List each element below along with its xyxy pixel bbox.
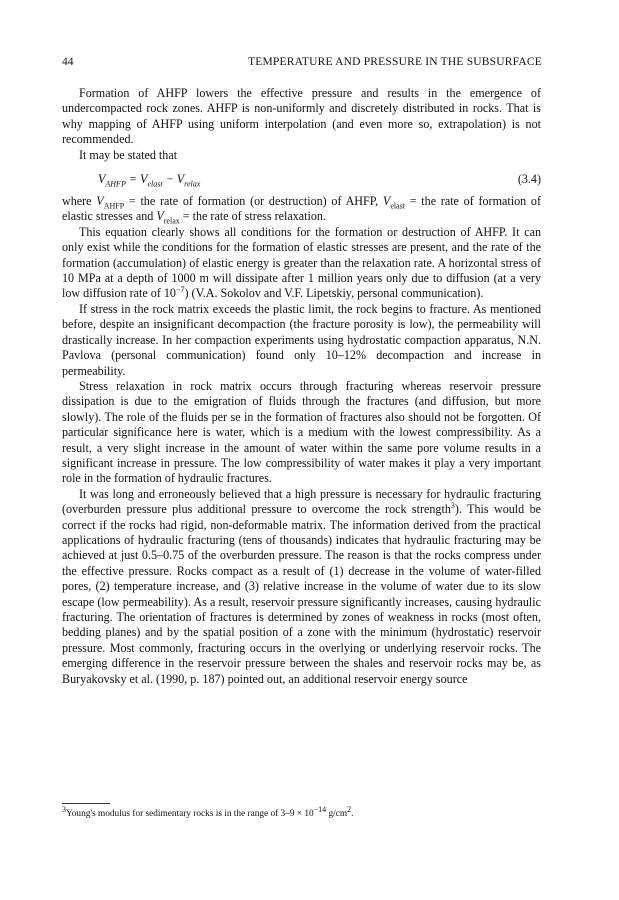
equation-3-4 <box>62 172 541 188</box>
page-number: 44 <box>62 56 74 68</box>
equation-number: (3.4) <box>517 172 541 187</box>
paragraph-1: Formation of AHFP lowers the effective pressure and results in the emergence of undercompacted rock zones. AHFP is non-uniformly and discretely distributed in rocks. That is why mapping of AHFP using uniform interpolation (and even more so, extrapolation) is not recommended. <box>62 86 541 147</box>
body-text <box>62 86 541 687</box>
page-header <box>62 56 542 74</box>
paragraph-3: This equation clearly shows all conditions for the formation or destruction of AHFP. It can only exist while the conditions for the formation of elastic stresses are present, and the rate of the formation (accumulation) of elastic energy is greater than the relaxation rate. A horizontal stress of 10 MPa at a depth of 1000 m will dissipate after 1 million years only due to diffusion (at a very low diffusion rate of $10^{-7}$) (V.A. Sokolov and V.F. Lipetskiy, personal communication). <box>62 224 541 301</box>
paragraph-2: It may be stated that <box>79 147 178 162</box>
running-head: TEMPERATURE AND PRESSURE IN THE SUBSURFACE <box>248 56 542 68</box>
paragraph-4: If stress in the rock matrix exceeds the plastic limit, the rock begins to fracture. As mentioned before, despite an insignificant decompaction (the fracture porosity is low), the permeability will drastically increase. In her compaction experiments using hydrostatic compaction apparatus, N.N. Pavlova (personal communication) found only 10–12% decompaction and increase in permeability. <box>62 301 541 378</box>
paragraph-5: Stress relaxation in rock matrix occurs through fracturing whereas reservoir pressure dissipation is due to the emigration of fluids through the fractures (and diffusion, but more slowly). The role of the fluids per se in the formation of fractures also should not be forgotten. Of particular significance here is water, which is a medium with the lowest compressibility. As a result, a very slight increase in the amount of water within the same pore volume results in a significant increase in pressure. The low compressibility of water makes it play a very important role in the formation of hydraulic fractures. <box>62 378 541 486</box>
footnote-ref[interactable]: 3 <box>450 501 455 511</box>
footnote-rule <box>62 803 110 804</box>
paragraph-6: It was long and erroneously believed that a high pressure is necessary for hydraulic fracturing (overburden pressure plus additional pressure to overcome the rock strength$^3$). This would be correct if the rocks had rigid, non-deformable matrix. The information derived from the practical applications of hydraulic fracturing (tens of thousands) indicates that hydraulic fracturing may be achieved at just 0.5–0.75 of the overburden pressure. The reason is that the rocks compress under the effective pressure. Rocks compact as a result of (1) decrease in the volume of water-filled pores, (2) temperature increase, and (3) relative increase in the volume of water due to its slow escape (low permeability). As a result, reservoir pressure significantly increases, causing hydraulic fracturing. The orientation of fractures is determined by zones of weakness in rocks (most often, bedding planes) and by the spatial position of a zone with the minimum (hydrostatic) reservoir pressure. Most commonly, fracturing occurs in the overlying or underlying reservoir rocks. The emerging difference in the reservoir pressure between the shales and reservoir rocks may be, as Buryakovsky et al. (1990, p. 187) pointed out, an additional reservoir energy source <box>62 486 541 686</box>
equation-expression: $V_{AHFP} = V_{elast} - V_{relax}$ <box>98 172 201 189</box>
where-clause: where $V_{AHFP}$ = the rate of formation (or destruction) of AHFP, $V_{elast}$ = the rate of formation of elastic stresses and $V_{relax}$ = the rate of stress relaxation. <box>62 194 541 226</box>
footnote: $^3$Young's modulus for sedimentary rocks is in the range of $3-9 \times 10^{-14}$ $g/cm^2$. <box>62 804 354 819</box>
